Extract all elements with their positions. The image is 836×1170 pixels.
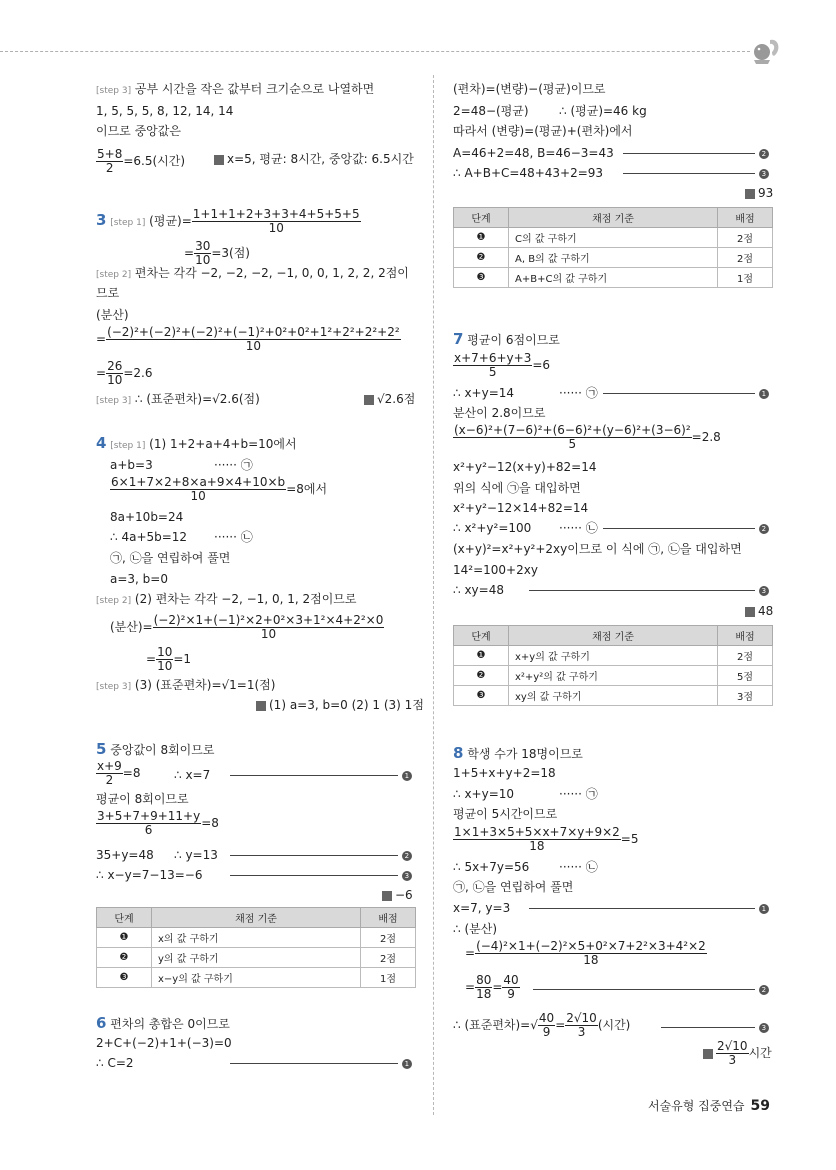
fraction: $\frac{\text{(x−6)²+(7−6)²+(6−6)²+(y−6)²+(3−6)²}}{5}$ [454,423,691,451]
top-dashed-rule [0,51,750,52]
grading-table-6: 단계 채점 기준 배점 ❶ C의 값 구하기 2점 ❷ A, B의 값 구하기 2점 ❸ A+B+C의 값 구하기 1점 [453,207,773,288]
line: = $\frac{\text{(−2)²+(−2)²+(−2)²+(−1)²+0²+0²+1²+2²+2²+2²}}{10}$ [96,325,400,353]
line: 따라서 (변량)=(평균)+(편차)에서 [453,124,633,138]
line: (x+y)²=x²+y²+2xy이므로 이 식에 ㉠, ㉡을 대입하면 [453,542,742,556]
line: = $\frac{26}{10}$ =2.6 [96,359,153,387]
fraction: $\frac{5+8}{2}$ [97,147,123,175]
table-row: ❷ A, B의 값 구하기 2점 [454,248,773,268]
line: ∴ (평균)=46 kg [559,104,647,118]
answer-icon [745,189,755,199]
fraction: $\frac{\text{(−2)²+(−2)²+(−2)²+(−1)²+0²+0²+1²+2²+2²+2²}}{10}$ [107,325,400,353]
fraction: $\frac{40}{9}$ [503,973,519,1001]
answer-icon [364,395,374,405]
leader [230,868,412,882]
fraction: $\frac{26}{10}$ [107,359,123,387]
leader [603,521,769,535]
table-row: ❸ xy의 값 구하기 3점 [454,686,773,706]
fraction: $\frac{3+5+7+9+11+y}{6}$ [97,809,201,837]
line: [step 3] (3) (표준편차)=√1=1(점) [96,678,276,692]
answer: 48 [745,604,773,618]
line: 이므로 중앙값은 [96,124,181,138]
line: ∴ x−y=7−13=−6 [96,868,203,882]
line: 므로 [96,286,120,300]
fraction: $\frac{2√10}{3}$ [717,1039,748,1067]
line: ∴ C=2 [96,1056,134,1070]
marker-2-icon: 2 [402,851,412,861]
line: = $\frac{\text{(−4)²×1+(−2)²×5+0²×7+2²×3+4²×2}}{18}$ [465,939,706,967]
line: ∴ (분산) [453,922,497,936]
line: ∴ y=13 [174,848,218,862]
line: 분산이 2.8이므로 [453,406,546,420]
line: $\frac{\text{(x−6)²+(7−6)²+(6−6)²+(y−6)²+(3−6)²}}{5}$ =2.8 [454,423,721,451]
line: 7 평균이 6점이므로 [453,330,560,348]
fraction: $\frac{2√10}{3}$ [566,1011,597,1039]
line: ∴ x+y=10 [453,787,515,801]
line: $\frac{x+9}{2}$ =8 [97,759,141,787]
tag: ······ ㉡ [214,530,253,544]
line: = $\frac{80}{18}$ = $\frac{40}{9}$ [465,973,519,1001]
fraction: $\frac{6\times 1+7\times 2+8\times a+9\times 4+10\times b}{10}$ [111,475,286,503]
line: (분산) [96,308,129,322]
fraction: $\frac{1\times 1+3\times 5+5\times x+7\times y+9\times 2}{18}$ [454,825,620,853]
answer-icon [214,155,224,165]
line: ∴ 4a+5b=12 [110,530,188,544]
line: $\frac{3+5+7+9+11+y}{6}$ =8 [97,809,219,837]
page-number: 59 [750,1098,770,1114]
marker-1-icon: 1 [759,904,769,914]
line: 2=48−(평균) [453,104,529,118]
line: ∴ A+B+C=48+43+2=93 [453,166,604,180]
answer-icon [256,701,266,711]
marker-1-icon: 1 [759,389,769,399]
tag: ······ ㉠ [559,787,598,801]
tag: ······ ㉡ [559,860,598,874]
fraction: $\frac{80}{18}$ [476,973,492,1001]
line: ∴ x=7 [174,768,211,782]
marker-1-icon: 1 [402,771,412,781]
line: 1+5+x+y+2=18 [453,766,556,780]
line: [step 2] 편차는 각각 −2, −2, −2, −1, 0, 0, 1, 2, 2, 2점이 [96,266,409,280]
line: [step 2] (2) 편차는 각각 −2, −1, 0, 1, 2점이므로 [96,592,357,606]
leader [230,768,412,782]
marker-2-icon: 2 [759,149,769,159]
fraction: $\frac{40}{9}$ [538,1011,555,1039]
line: ∴ x²+y²=100 [453,521,532,535]
leader [230,1056,412,1070]
line: 평균이 8회이므로 [96,792,189,806]
answer: −6 [382,888,413,902]
line: 평균이 5시간이므로 [453,807,558,821]
squirrel-mascot-icon [748,34,782,68]
table-row: ❸ x−y의 값 구하기 1점 [97,968,416,988]
tag: ······ ㉠ [559,386,598,400]
line: ㉠, ㉡을 연립하여 풀면 [453,880,574,894]
answer: √2.6점 [364,392,415,406]
leader [230,848,412,862]
line: ㉠, ㉡을 연립하여 풀면 [110,551,231,565]
line: $\frac{6\times 1+7\times 2+8\times a+9\times 4+10\times b}{10}$ =8에서 [111,475,328,503]
line: (분산)= $\frac{\text{(−2)²×1+(−1)²×2+0²×3+1²×4+2²×0}}{10}$ [110,613,384,641]
answer: (1) a=3, b=0 (2) 1 (3) 1점 [256,698,424,712]
leader [529,583,769,597]
table-row: ❷ x²+y²의 값 구하기 5점 [454,666,773,686]
answer: $\frac{2√10}{3}$ 시간 [703,1040,772,1067]
line: 5 중앙값이 8회이므로 [96,740,215,758]
line: 6 편차의 총합은 0이므로 [96,1014,230,1032]
answer-icon [703,1049,713,1059]
line: [step 3] 공부 시간을 작은 값부터 크기순으로 나열하면 [96,82,375,96]
line: = $\frac{30}{10}$ =3(점) [184,239,250,267]
table-row: ❸ A+B+C의 값 구하기 1점 [454,268,773,288]
fraction: $\frac{10}{10}$ [157,645,173,673]
line: 14²=100+2xy [453,563,538,577]
table-row: ❷ y의 값 구하기 2점 [97,948,416,968]
fraction: $\frac{x+7+6+y+3}{5}$ [454,351,532,379]
line: ∴ x+y=14 [453,386,515,400]
line: 8a+10b=24 [110,510,184,524]
marker-2-icon: 2 [759,985,769,995]
line: 2+C+(−2)+1+(−3)=0 [96,1036,232,1050]
leader [603,386,769,400]
line: 8 학생 수가 18명이므로 [453,744,583,762]
fraction: $\frac{\text{(−4)²×1+(−2)²×5+0²×7+2²×3+4²×2}}{18}$ [476,939,706,967]
grading-table-7: 단계 채점 기준 배점 ❶ x+y의 값 구하기 2점 ❷ x²+y²의 값 구하기 5점 ❸ xy의 값 구하기 3점 [453,625,773,706]
leader [533,982,769,996]
line: $\frac{5+8}{2}$ =6.5(시간) [97,147,186,175]
leader [529,901,769,915]
line: 1, 5, 5, 5, 8, 12, 14, 14 [96,104,234,118]
line: a+b=3 [110,458,153,472]
line: $\frac{1\times 1+3\times 5+5\times x+7\times y+9\times 2}{18}$ =5 [454,825,639,853]
line: ∴ (표준편차)=√ $\frac{40}{9}$ = $\frac{2√10}{3}$ (시간) [453,1011,631,1039]
marker-2-icon: 2 [759,524,769,534]
line: x=7, y=3 [453,901,511,915]
line: 3 [step 1] (평균)= $\frac{1+1+1+2+3+3+4+5+5+5}{10}$ [96,207,360,235]
line: (편차)=(변량)−(평균)이므로 [453,82,606,96]
line: = $\frac{10}{10}$ =1 [146,645,192,673]
tag: ······ ㉡ [559,521,598,535]
line: x²+y²−12(x+y)+82=14 [453,460,597,474]
table-row: ❶ C의 값 구하기 2점 [454,228,773,248]
tag: ······ ㉠ [214,458,253,472]
column-divider [433,75,434,1115]
marker-3-icon: 3 [759,169,769,179]
line: [step 3] ∴ (표준편차)=√2.6(점) [96,392,260,406]
leader [661,1020,769,1034]
answer-icon [382,891,392,901]
answer: x=5, 평균: 8시간, 중앙값: 6.5시간 [214,152,414,166]
table-row: ❶ x의 값 구하기 2점 [97,928,416,948]
line: 35+y=48 [96,848,154,862]
marker-3-icon: 3 [759,586,769,596]
fraction: $\frac{\text{(−2)²×1+(−1)²×2+0²×3+1²×4+2²×0}}{10}$ [153,613,384,641]
line: x²+y²−12×14+82=14 [453,501,589,515]
line: ∴ 5x+7y=56 [453,860,530,874]
line: ∴ xy=48 [453,583,504,597]
answer: 93 [745,186,773,200]
fraction: $\frac{30}{10}$ [195,239,211,267]
marker-3-icon: 3 [402,871,412,881]
marker-3-icon: 3 [759,1023,769,1033]
line: a=3, b=0 [110,572,168,586]
leader [623,146,769,160]
line: 4 [step 1] (1) 1+2+a+4+b=10에서 [96,434,297,452]
table-row: ❶ x+y의 값 구하기 2점 [454,646,773,666]
line: $\frac{x+7+6+y+3}{5}$ =6 [454,351,551,379]
line: 위의 식에 ㉠을 대입하면 [453,481,581,495]
grading-table-5: 단계 채점 기준 배점 ❶ x의 값 구하기 2점 ❷ y의 값 구하기 2점 ❸ x−y의 값 구하기 1점 [96,907,416,988]
line: A=46+2=48, B=46−3=43 [453,146,614,160]
answer-icon [745,607,755,617]
fraction: $\frac{x+9}{2}$ [97,759,122,787]
fraction: $\frac{1+1+1+2+3+3+4+5+5+5}{10}$ [192,207,360,235]
page-footer: 서술유형 집중연습 59 [647,1098,770,1114]
marker-1-icon: 1 [402,1059,412,1069]
leader [623,166,769,180]
